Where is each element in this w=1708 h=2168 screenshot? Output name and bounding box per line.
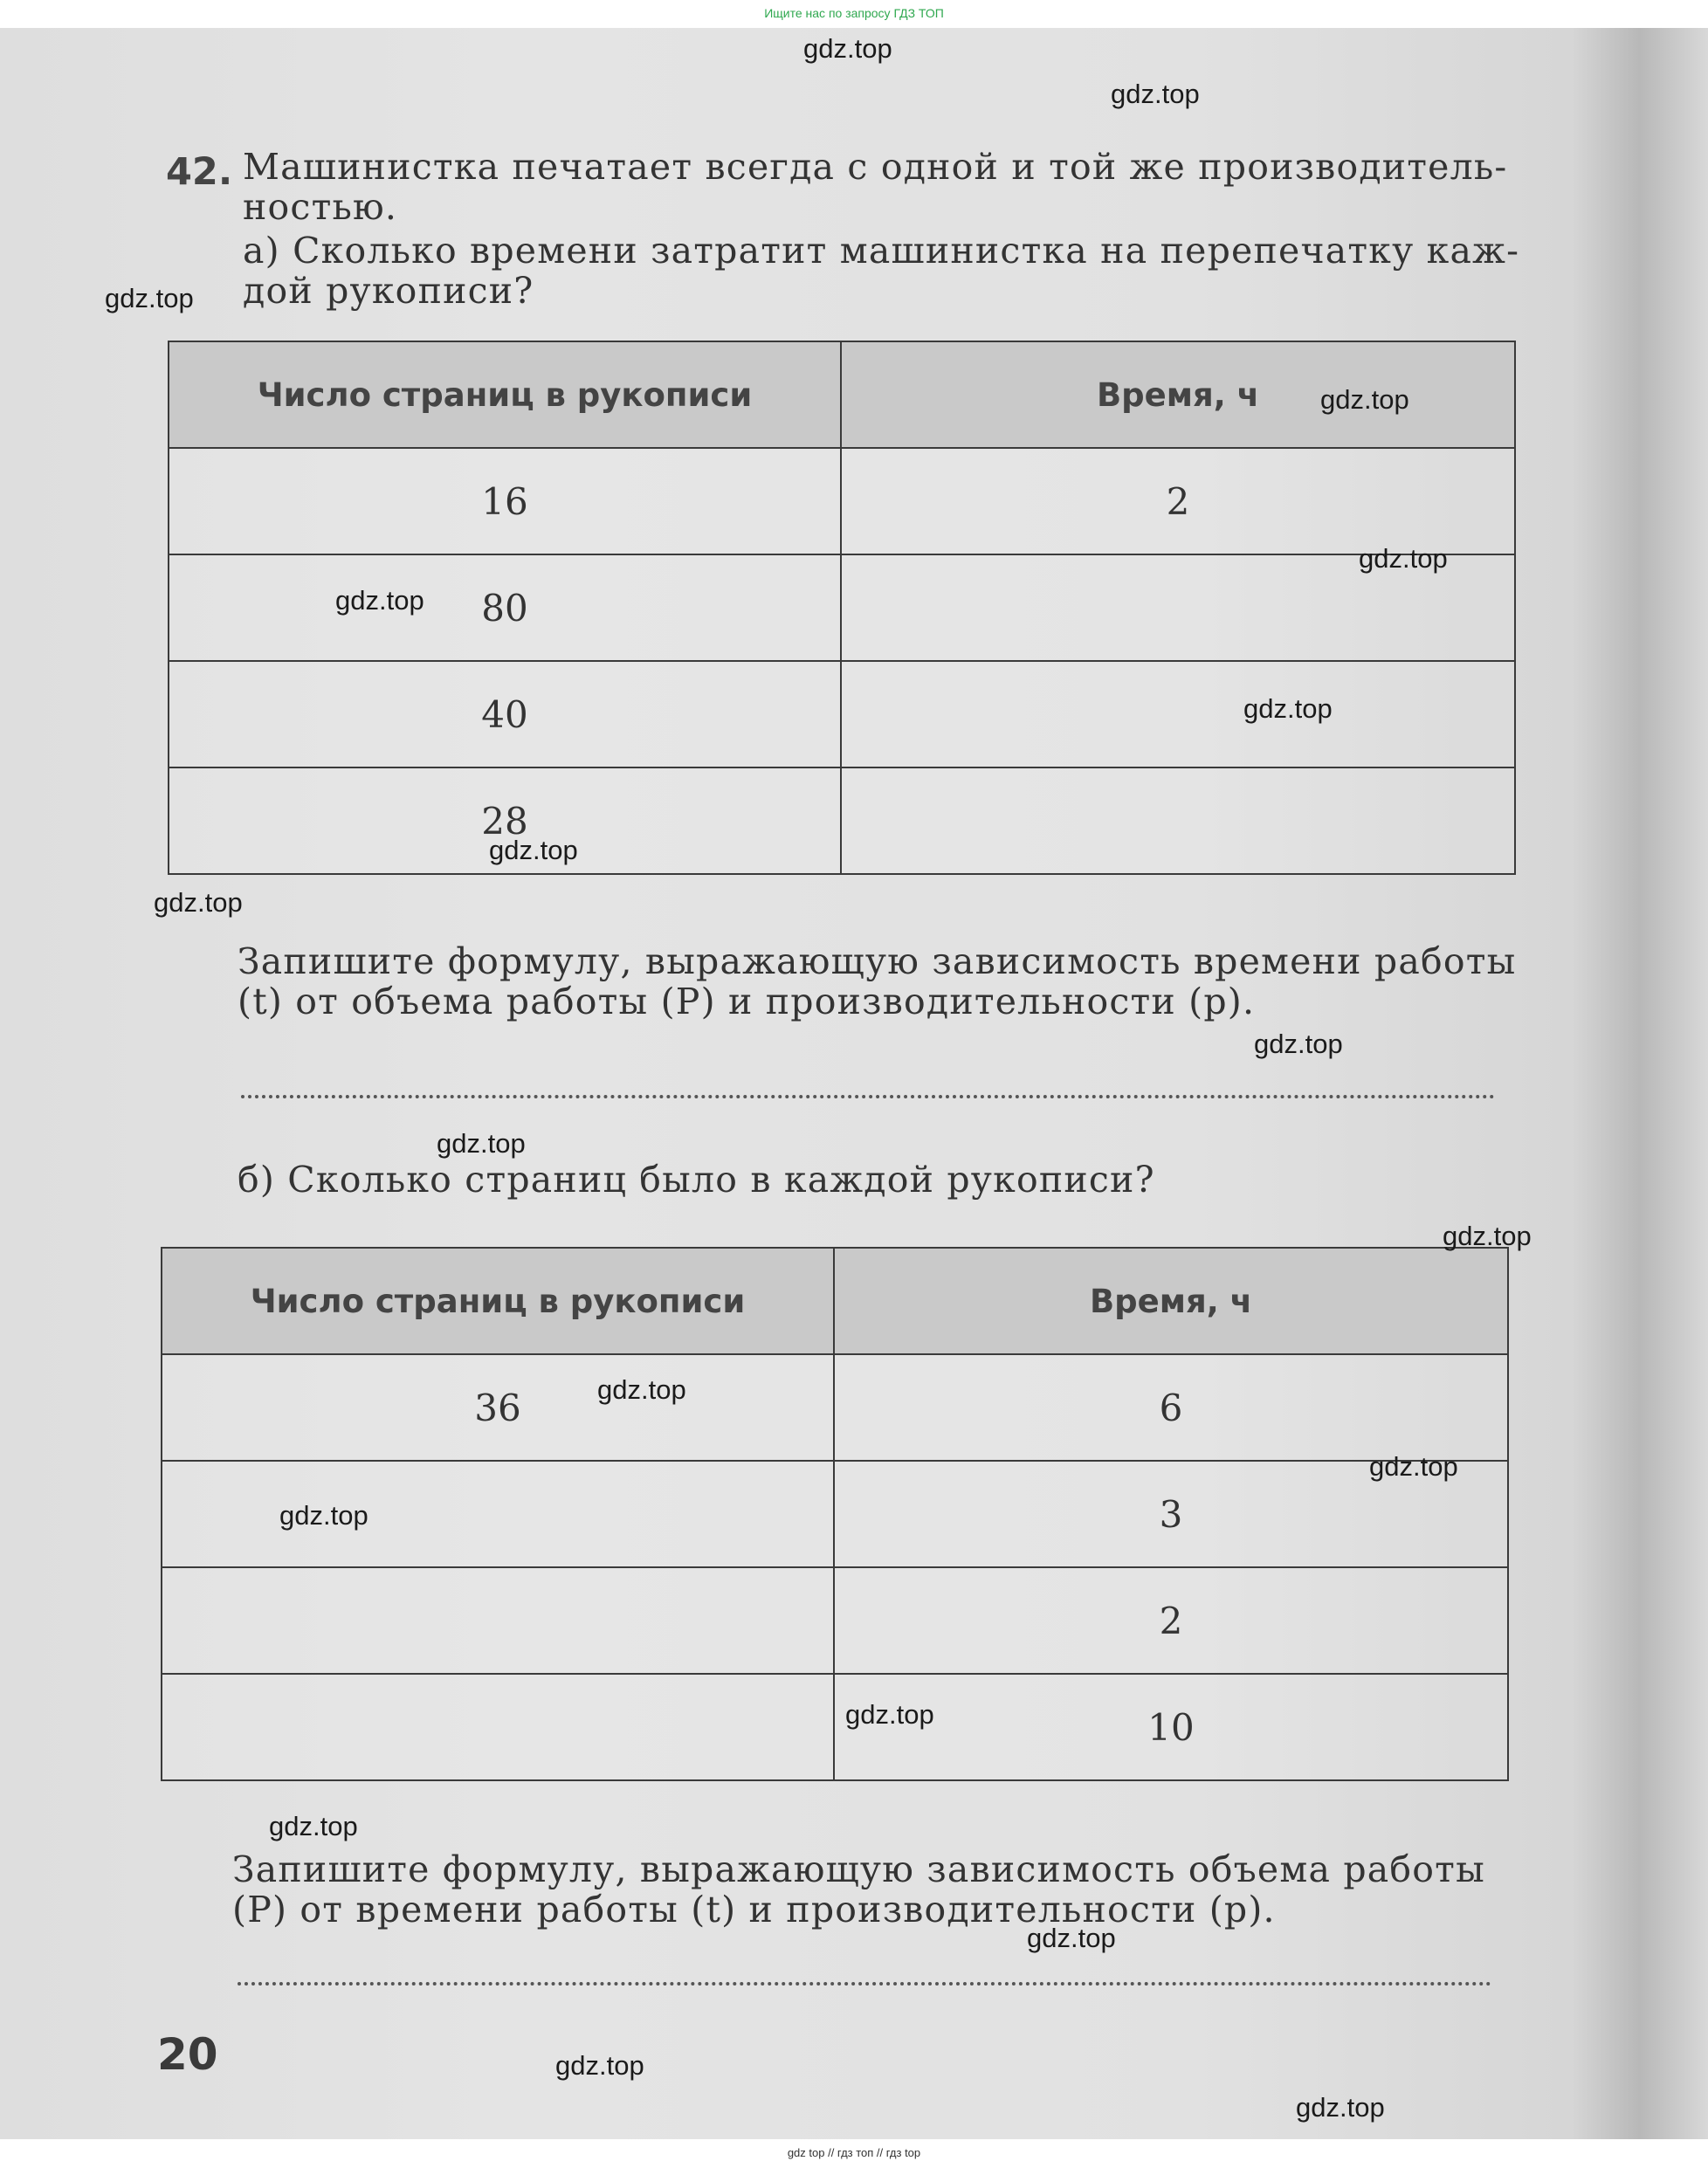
table-a-cell: 2 bbox=[841, 448, 1515, 554]
watermark: gdz.top bbox=[1027, 1923, 1116, 1953]
table-a-cell: 28 bbox=[169, 767, 841, 874]
table-a-cell: 16 bbox=[169, 448, 841, 554]
watermark: gdz.top bbox=[1254, 1029, 1343, 1059]
formula-b-answer-line[interactable] bbox=[238, 1982, 1491, 1986]
textbook-page bbox=[0, 28, 1708, 2139]
formula-b-prompt-line-1: Запишите формулу, выражающую зависимость объема работы bbox=[232, 1848, 1485, 1890]
bottom-banner[interactable]: gdz top // гдз топ // гдз top bbox=[787, 2146, 921, 2159]
watermark: gdz.top bbox=[1320, 384, 1409, 415]
watermark: gdz.top bbox=[269, 1811, 358, 1841]
watermark: gdz.top bbox=[154, 887, 243, 918]
table-b-cell: 6 bbox=[834, 1354, 1508, 1461]
formula-a-answer-line[interactable] bbox=[241, 1095, 1495, 1098]
watermark: gdz.top bbox=[1369, 1451, 1458, 1482]
watermark: gdz.top bbox=[335, 585, 424, 616]
table-b-answer-cell[interactable] bbox=[162, 1461, 834, 1567]
problem-text-line-2: ностью. bbox=[243, 186, 398, 228]
watermark: gdz.top bbox=[1443, 1221, 1532, 1251]
watermark: gdz.top bbox=[437, 1128, 526, 1159]
table-b-header-time: Время, ч bbox=[834, 1248, 1508, 1354]
formula-b-prompt-line-2: (P) от времени работы (t) и производительности (p). bbox=[232, 1889, 1276, 1931]
table-b-cell: 3 bbox=[834, 1461, 1508, 1567]
table-b-header-pages: Число страниц в рукописи bbox=[162, 1248, 834, 1354]
watermark: gdz.top bbox=[845, 1699, 934, 1730]
part-a-question-line-1: а) Сколько времени затратит машинистка на перепечатку каж- bbox=[243, 230, 1520, 272]
table-b-cell: 2 bbox=[834, 1567, 1508, 1674]
table-a-answer-cell[interactable] bbox=[841, 767, 1515, 874]
table-a-cell: 80 bbox=[169, 554, 841, 661]
watermark: gdz.top bbox=[1243, 693, 1333, 724]
table-b-answer-cell[interactable] bbox=[162, 1674, 834, 1780]
watermark: gdz.top bbox=[597, 1374, 686, 1405]
table-b-cell: 36 bbox=[162, 1354, 834, 1461]
table-a-header-pages: Число страниц в рукописи bbox=[169, 341, 841, 448]
formula-a-prompt-line-2: (t) от объема работы (P) и производительности (p). bbox=[238, 981, 1256, 1022]
problem-number: 42. bbox=[166, 150, 233, 194]
watermark: gdz.top bbox=[803, 33, 892, 64]
table-a-cell: 40 bbox=[169, 661, 841, 767]
page-number: 20 bbox=[157, 2029, 218, 2080]
part-a-question-line-2: дой рукописи? bbox=[243, 270, 534, 312]
watermark: gdz.top bbox=[555, 2050, 644, 2081]
part-b-question: б) Сколько страниц было в каждой рукописи? bbox=[238, 1159, 1155, 1201]
table-b-answer-cell[interactable] bbox=[162, 1567, 834, 1674]
table-a-answer-cell[interactable] bbox=[841, 661, 1515, 767]
watermark: gdz.top bbox=[105, 283, 194, 313]
watermark: gdz.top bbox=[279, 1500, 368, 1531]
watermark: gdz.top bbox=[489, 835, 578, 865]
top-banner[interactable]: Ищите нас по запросу ГДЗ ТОП bbox=[764, 6, 944, 20]
table-a-header-time: Время, ч bbox=[841, 341, 1515, 448]
watermark: gdz.top bbox=[1359, 543, 1448, 574]
table-b-cell: 10 bbox=[834, 1674, 1508, 1780]
formula-a-prompt-line-1: Запишите формулу, выражающую зависимость времени работы bbox=[238, 940, 1517, 982]
watermark: gdz.top bbox=[1111, 79, 1200, 109]
problem-text-line-1: Машинистка печатает всегда с одной и той же производитель- bbox=[243, 146, 1508, 188]
watermark: gdz.top bbox=[1296, 2092, 1385, 2123]
